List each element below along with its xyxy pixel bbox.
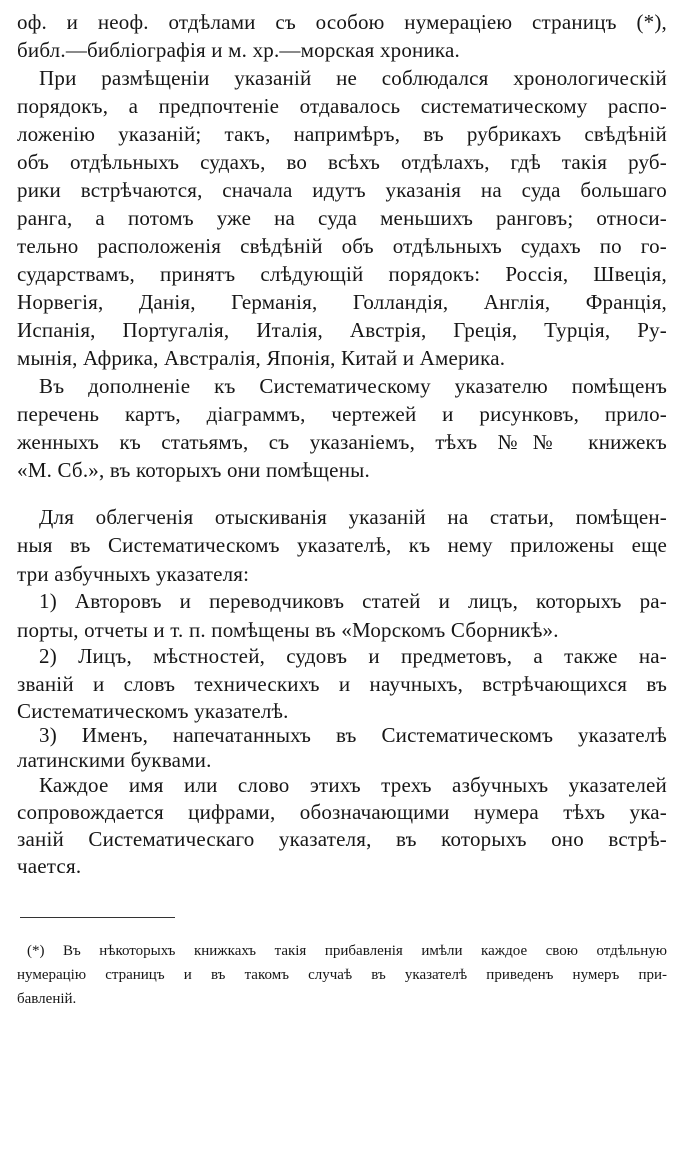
text-line: Норвегія, Данія, Германія, Голландія, Англія, Франція, xyxy=(17,290,667,314)
text-line: Въ дополненіе къ Систематическому указателю помѣщенъ xyxy=(39,374,667,398)
text-line: тельно расположенія свѣдѣній объ отдѣльныхъ судахъ по го- xyxy=(17,234,667,258)
text-line: Для облегченія отыскиванія указаній на статьи, помѣщен- xyxy=(39,505,667,529)
text-line: «М. Сб.», въ которыхъ они помѣщены. xyxy=(17,458,370,482)
text-line: сударствамъ, принятъ слѣдующій порядокъ: Россія, Швеція, xyxy=(17,262,667,286)
text-line: объ отдѣльныхъ судахъ, во всѣхъ отдѣлахъ, гдѣ такія руб- xyxy=(17,150,667,174)
text-line: Каждое имя или слово этихъ трехъ азбучныхъ указателей xyxy=(39,773,667,797)
text-line: 1) Авторовъ и переводчиковъ статей и лицъ, которыхъ ра- xyxy=(39,589,667,613)
text-line: оф. и неоф. отдѣлами съ особою нумераціею страницъ (*), xyxy=(17,10,667,34)
text-line: порядокъ, а предпочтеніе отдавалось систематическому распо- xyxy=(17,94,667,118)
text-line: сопровождается цифрами, обозначающими нумера тѣхъ ука- xyxy=(17,800,667,824)
footnote-line: (*) Въ нѣкоторыхъ книжкахъ такія прибавленія имѣли каждое свою отдѣльную xyxy=(27,943,667,959)
text-line: латинскими буквами. xyxy=(17,748,212,772)
text-line: При размѣщеніи указаній не соблюдался хронологическій xyxy=(39,66,667,90)
text-line: библ.—библіографія и м. хр.—морская хроника. xyxy=(17,38,460,62)
text-line: три азбучныхъ указателя: xyxy=(17,562,250,586)
text-line: Систематическомъ указателѣ. xyxy=(17,699,289,723)
text-line: 2) Лицъ, мѣстностей, судовъ и предметовъ, а также на- xyxy=(39,644,667,668)
text-line: заній Систематическаго указателя, въ которыхъ оно встрѣ- xyxy=(17,827,667,851)
text-line: ныя въ Систематическомъ указателѣ, къ нему приложены еще xyxy=(17,533,667,557)
text-line: ложенію указаній; такъ, напримѣръ, въ рубрикахъ свѣдѣній xyxy=(17,122,667,146)
text-line: женныхъ къ статьямъ, съ указаніемъ, тѣхъ №№ книжекъ xyxy=(17,430,667,454)
text-line: званій и словъ техническихъ и научныхъ, встрѣчающихся въ xyxy=(17,672,667,696)
text-line: 3) Именъ, напечатанныхъ въ Систематическомъ указателѣ xyxy=(39,723,667,747)
text-line: порты, отчеты и т. п. помѣщены въ «Морскомъ Сборникѣ». xyxy=(17,618,559,642)
footnote-separator xyxy=(20,917,175,918)
text-line: перечень картъ, діаграммъ, чертежей и рисунковъ, прило- xyxy=(17,402,667,426)
text-line: ранга, а потомъ уже на суда меньшихъ ранговъ; относи- xyxy=(17,206,667,230)
text-line: Испанія, Португалія, Италія, Австрія, Греція, Турція, Ру- xyxy=(17,318,667,342)
footnote-line: нумерацію страницъ и въ такомъ случаѣ въ указателѣ приведенъ нумеръ при- xyxy=(17,967,667,983)
text-line: мынія, Африка, Австралія, Японія, Китай и Америка. xyxy=(17,346,506,370)
footnote-line: бавленій. xyxy=(17,991,77,1007)
text-line: рики встрѣчаются, сначала идутъ указанія на суда большаго xyxy=(17,178,667,202)
text-line: чается. xyxy=(17,854,82,878)
